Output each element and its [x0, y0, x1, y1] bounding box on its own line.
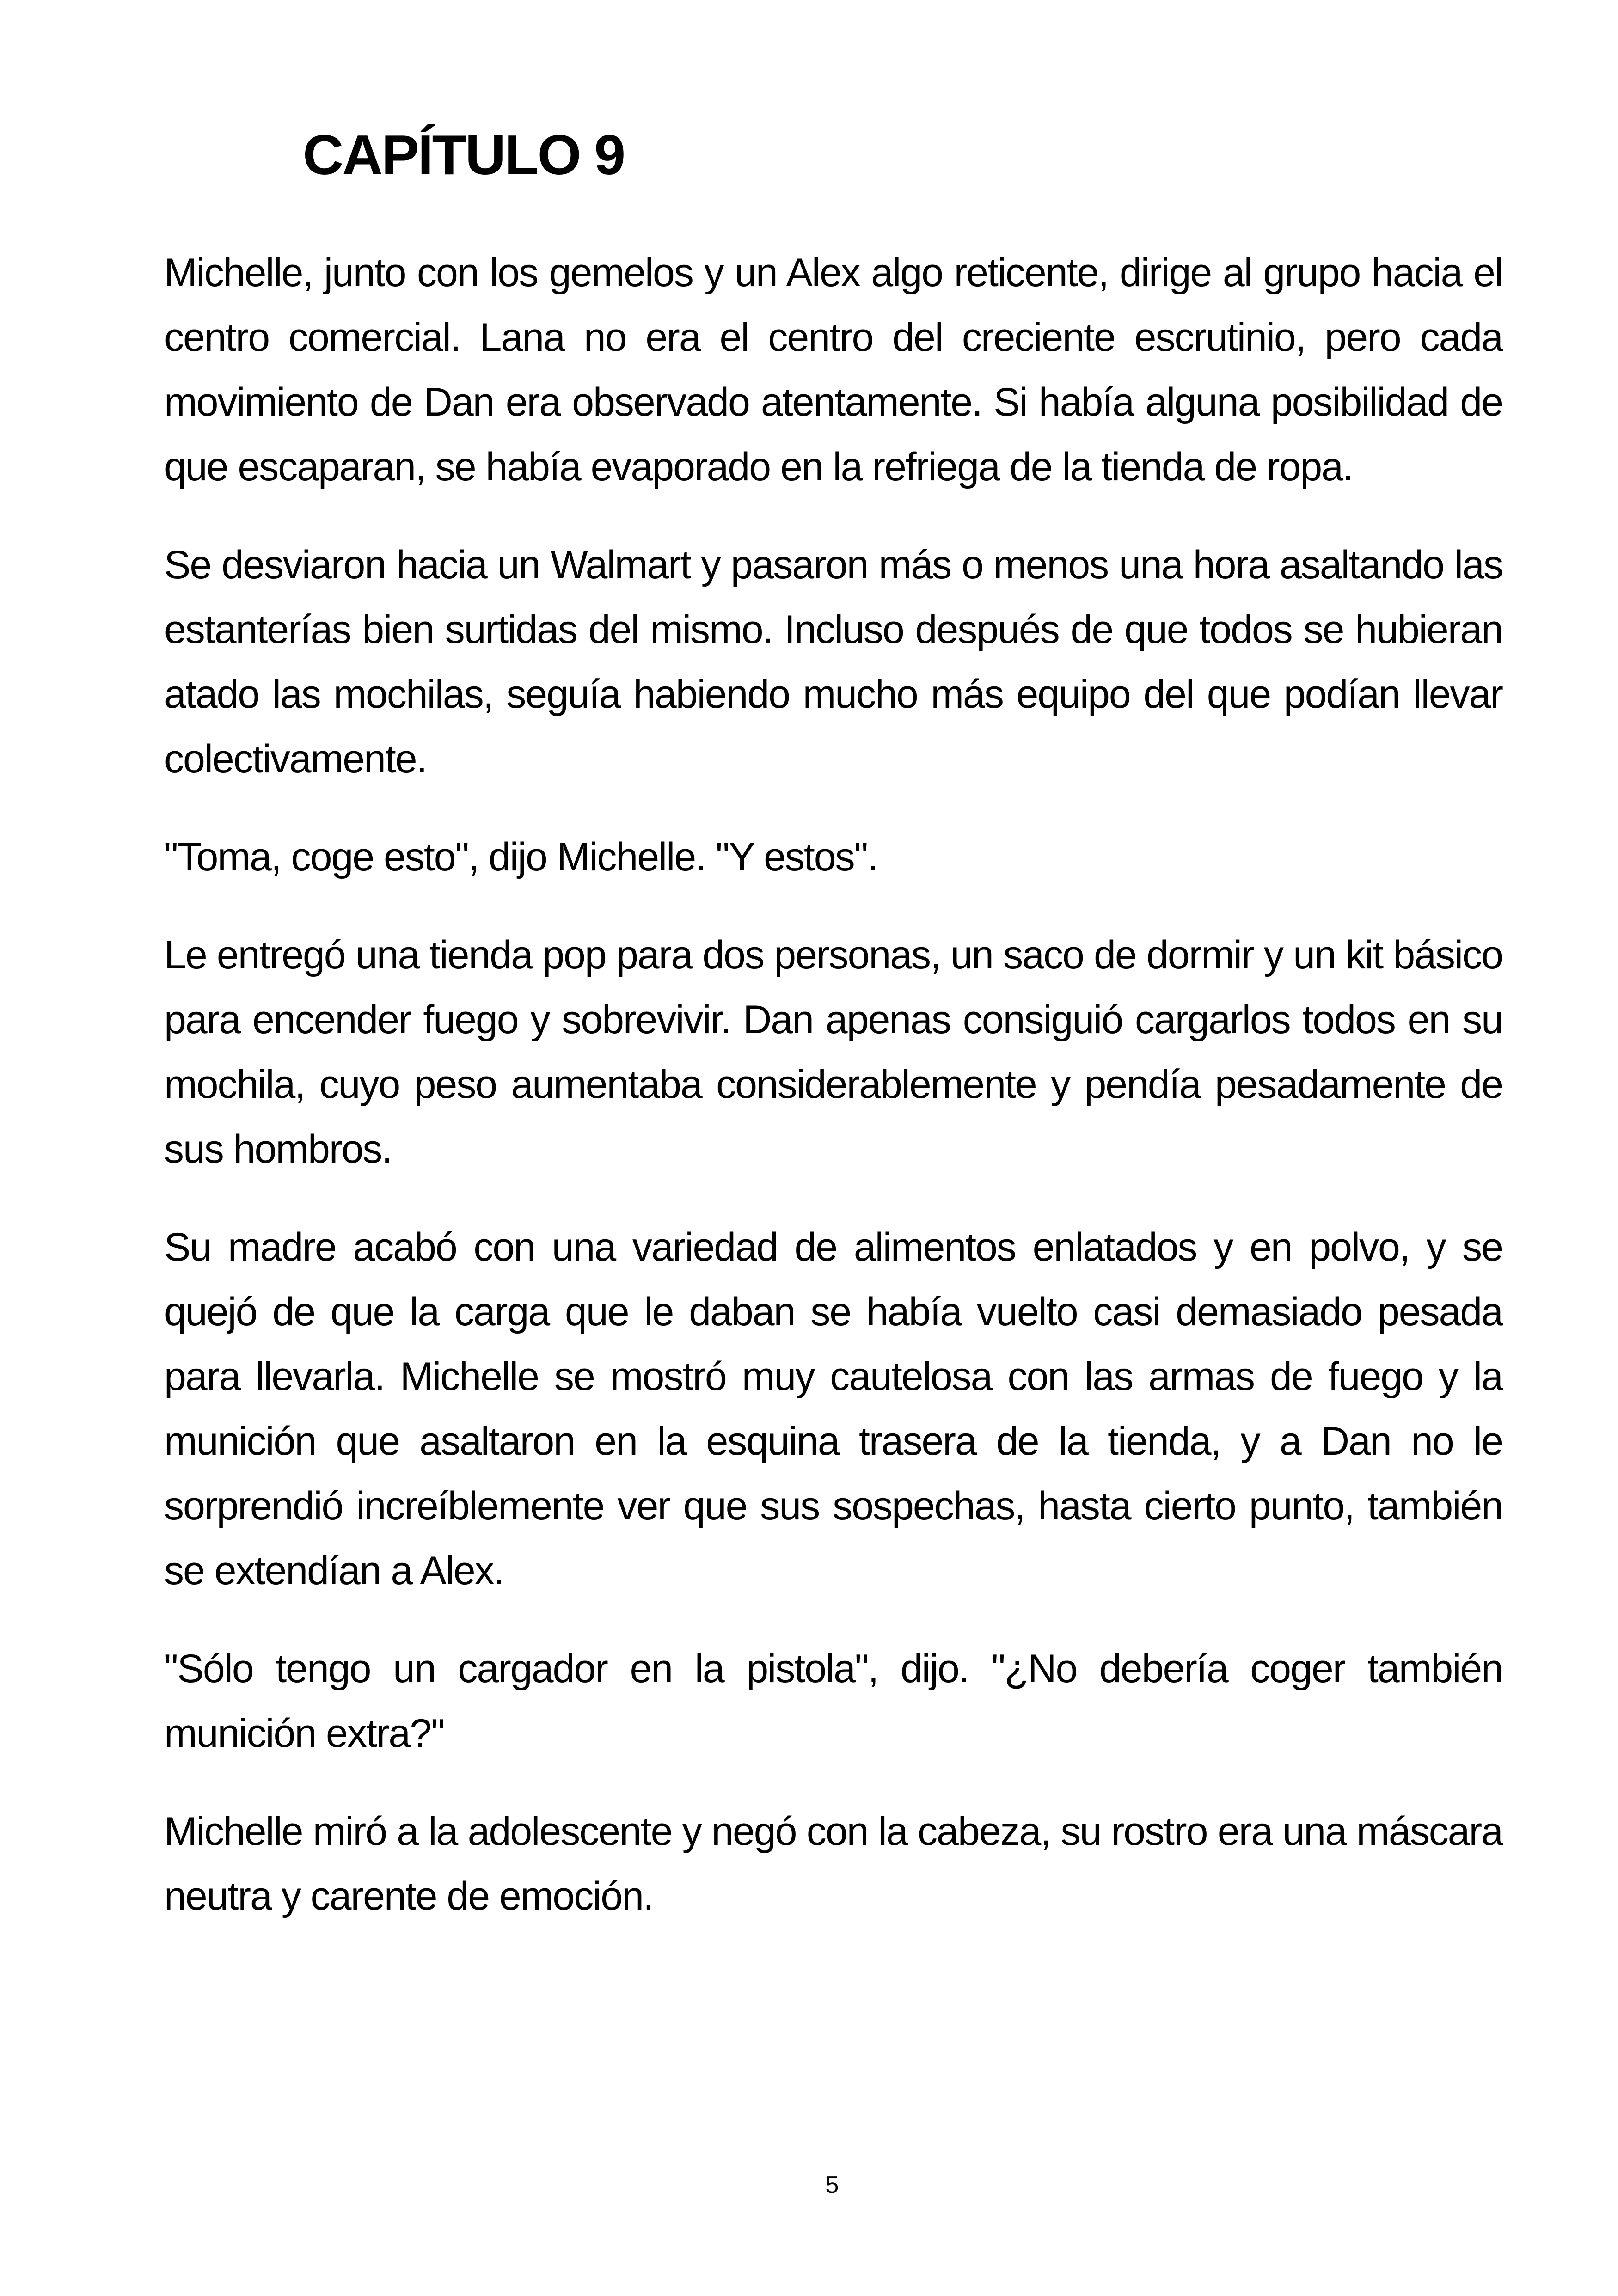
paragraph: Se desviaron hacia un Walmart y pasaron más o menos una hora asaltando las estanterías bien surtidas del mismo. Incluso después de que todos se hubieran atado las mochilas, seguía habiendo mucho más equipo del que podían llevar colectivamente.	[164, 543, 1502, 781]
chapter-body	[164, 240, 1502, 1962]
paragraph: "Sólo tengo un cargador en la pistola", dijo. "¿No debería coger también munición extra?"	[164, 1647, 1502, 1756]
paragraph: Michelle miró a la adolescente y negó con la cabeza, su rostro era una máscara neutra y carente de emoción.	[164, 1809, 1502, 1918]
paragraph: "Toma, coge esto", dijo Michelle. "Y estos".	[164, 835, 878, 879]
chapter-title: CAPÍTULO 9	[303, 123, 625, 186]
paragraph: Su madre acabó con una variedad de alimentos enlatados y en polvo, y se quejó de que la carga que le daban se había vuelto casi demasiado pesada para llevarla. Michelle se mostró muy cautelosa con las armas de fuego y la munición que asaltaron en la esquina trasera de la tienda, y a Dan no le sorprendió increíblemente ver que sus sospechas, hasta cierto punto, también se extendían a Alex.	[164, 1225, 1502, 1593]
page-number: 5	[825, 2172, 839, 2198]
paragraph: Le entregó una tienda pop para dos personas, un saco de dormir y un kit básico para encender fuego y sobrevivir. Dan apenas consiguió cargarlos todos en su mochila, cuyo peso aumentaba considerablemente y pendía pesadamente de sus hombros.	[164, 933, 1502, 1171]
paragraph: Michelle, junto con los gemelos y un Alex algo reticente, dirige al grupo hacia el centro comercial. Lana no era el centro del creciente escrutinio, pero cada movimiento de Dan era observado atentamente. Si había alguna posibilidad de que escaparan, se había evaporado en la refriega de la tienda de ropa.	[164, 251, 1502, 489]
